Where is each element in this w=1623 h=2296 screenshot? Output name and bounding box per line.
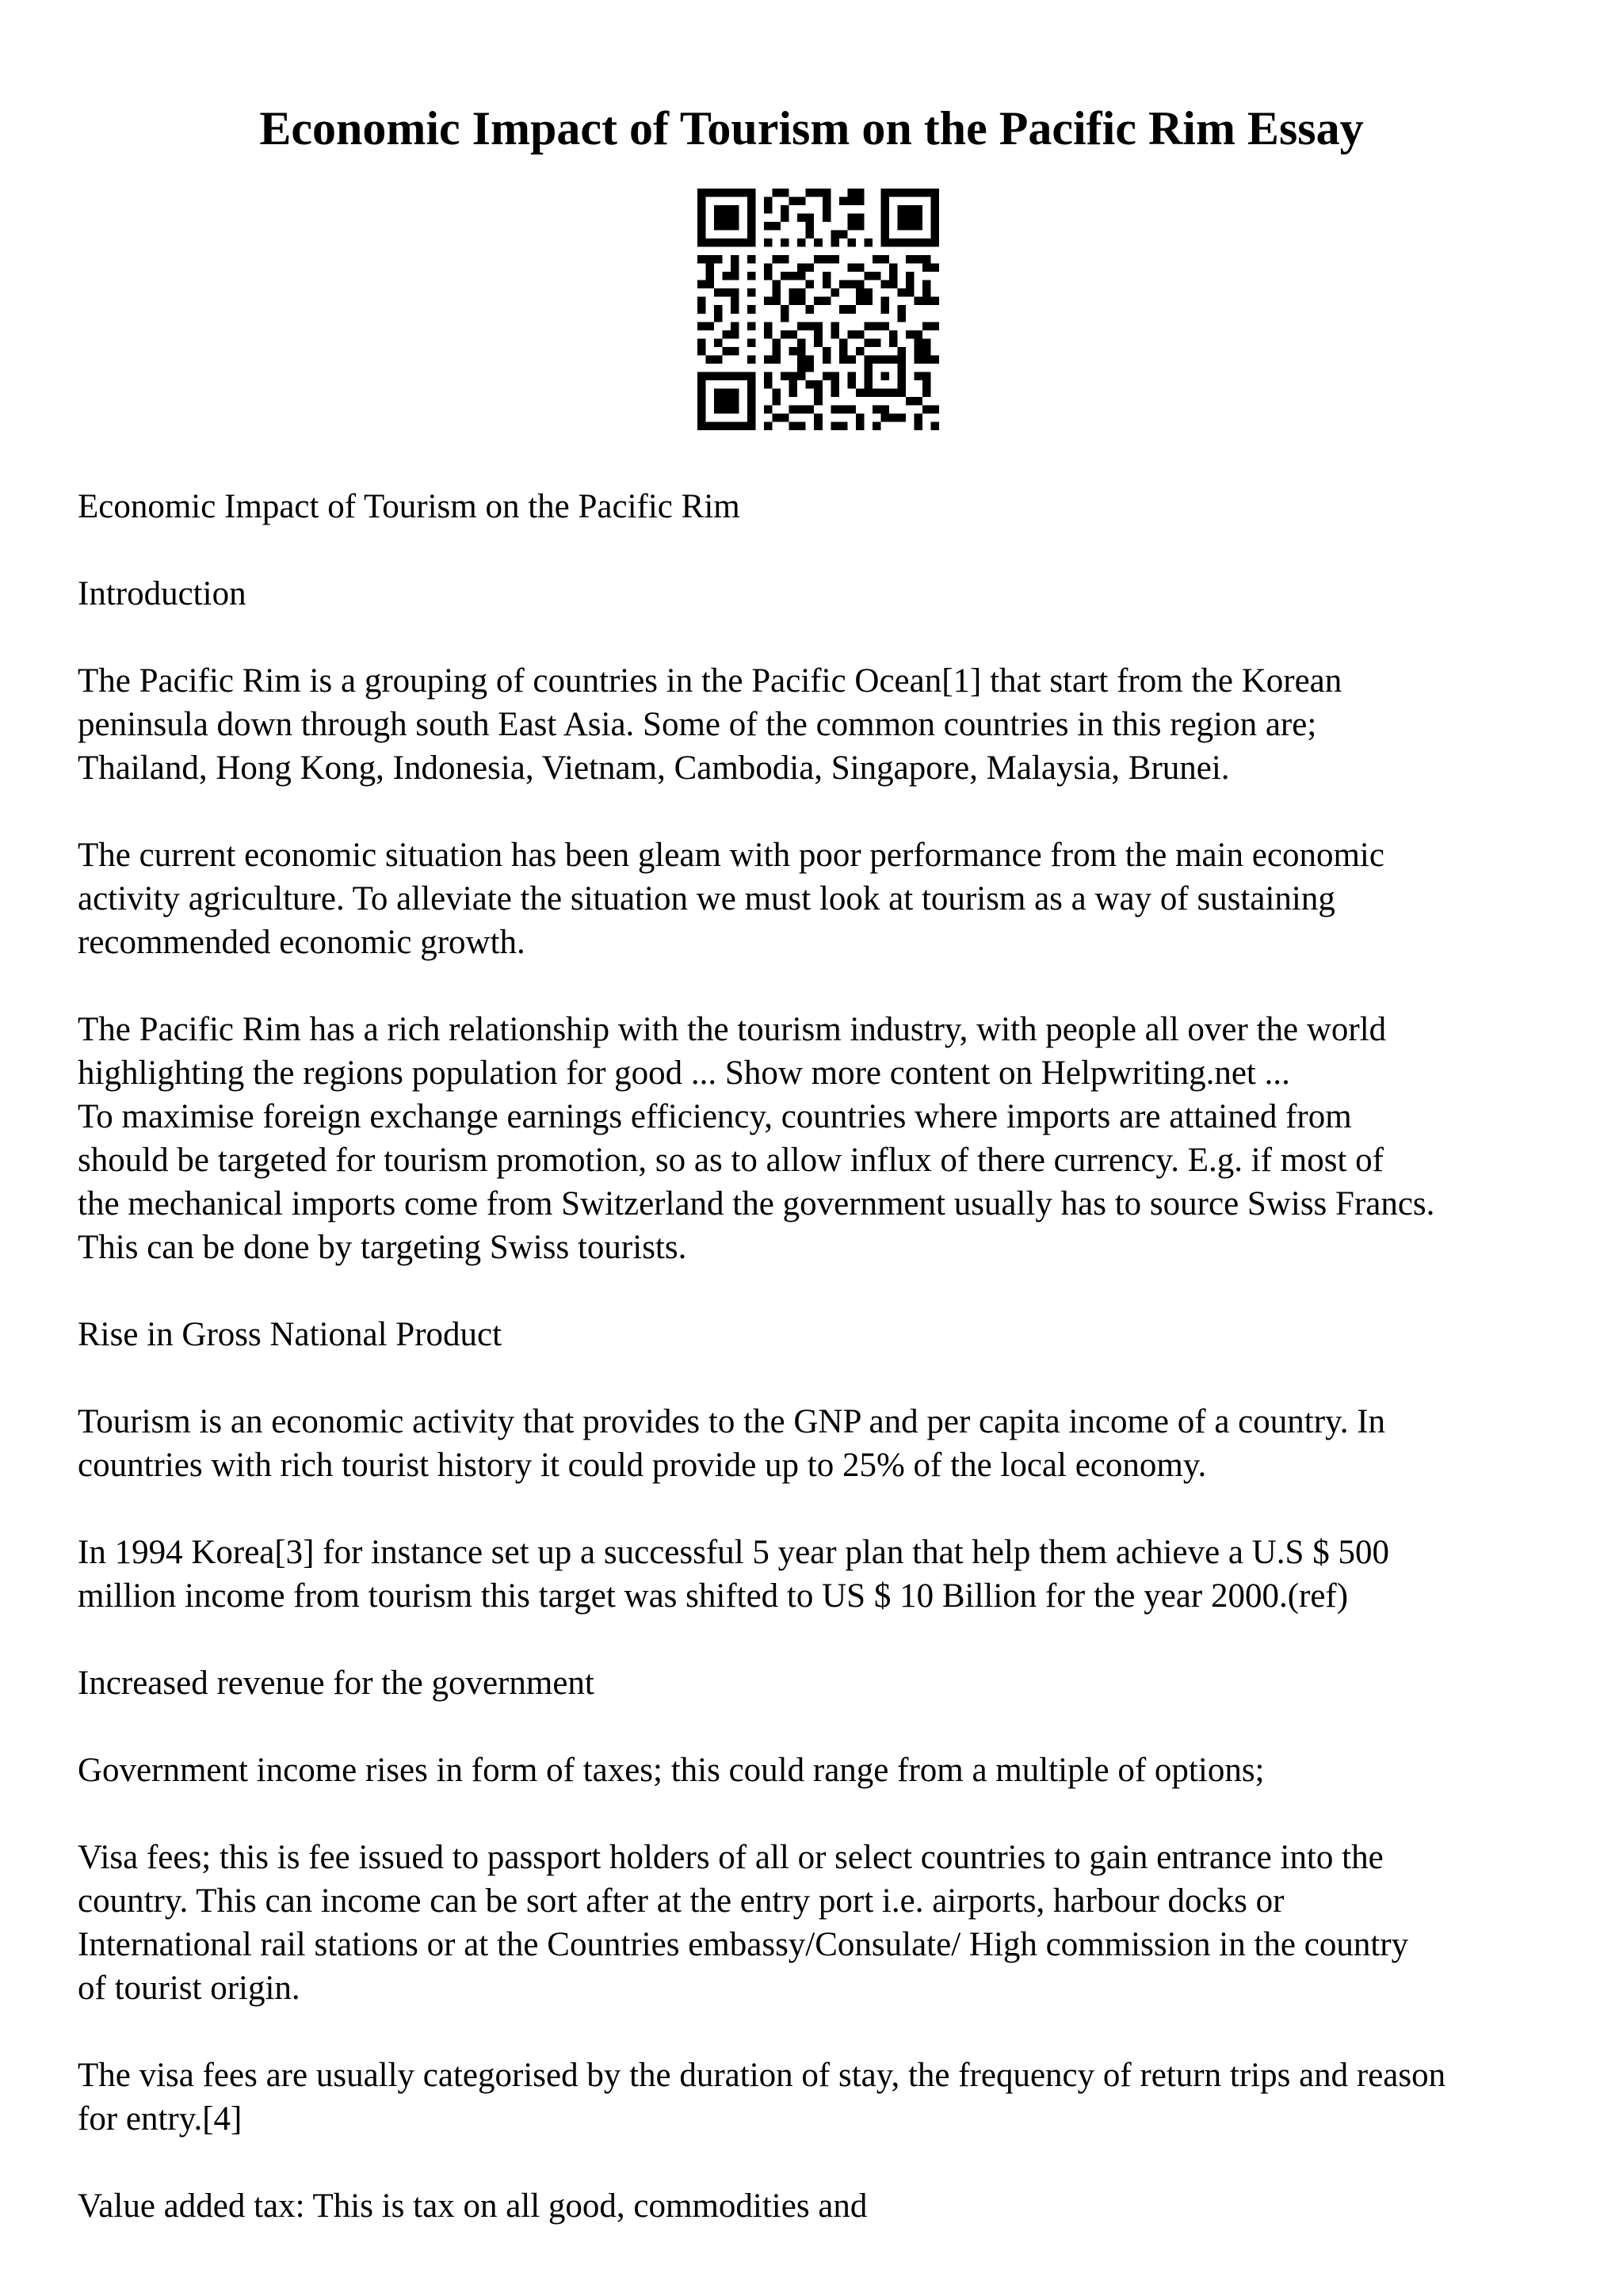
paragraph-visa-categories: The visa fees are usually categorised by the duration of stay, the frequency of return trips and reason for entry.[4] [78,2057,1446,2138]
paragraph-heading-revenue: Increased revenue for the government [78,1665,594,1702]
paragraph-heading-main: Economic Impact of Tourism on the Pacific Rim [78,488,740,525]
paragraph-foreign-exchange: To maximise foreign exchange earnings efficiency, countries where imports are attained from should be targeted for tourism promotion, so as to allow influx of there currency. E.g. if most of the mechanical imports come from Switzerland the government usually has to source Swiss Francs. This can be done by targeting Swiss tourists. [78,1098,1435,1266]
paragraph-tourism-relationship: The Pacific Rim has a rich relationship with the tourism industry, with people all over the world highlighting the regions population for good ... Show more content on Helpwriting.net ... [78,1011,1387,1092]
paragraph-government-income: Government income rises in form of taxes; this could range from a multiple of options; [78,1752,1265,1789]
paragraph-visa-fees: Visa fees; this is fee issued to passport holders of all or select countries to gain entrance into the country. This can income can be sort after at the entry port i.e. airports, harbour docks or International rail stations or at the Countries embassy/Consulate/ High commission in the country of tourist origin. [78,1839,1409,2007]
paragraph-value-added-tax: Value added tax: This is tax on all good, commodities and [78,2187,868,2225]
paragraph-economic-situation: The current economic situation has been gleam with poor performance from the main economic activity agriculture. To alleviate the situation we must look at tourism as a way of sustaining recommended economic growth. [78,837,1384,961]
paragraph-heading-introduction: Introduction [78,575,246,612]
page-title: Economic Impact of Tourism on the Pacific Rim Essay [259,102,1364,154]
paragraph-gnp-contribution: Tourism is an economic activity that provides to the GNP and per capita income of a country. In countries with rich tourist history it could provide up to 25% of the local economy. [78,1403,1386,1484]
essay-body [78,485,1568,2271]
paragraph-heading-gnp: Rise in Gross National Product [78,1316,502,1353]
qr-code-icon [697,189,939,430]
paragraph-korea-example: In 1994 Korea[3] for instance set up a successful 5 year plan that help them achieve a U.S $ 500 million income from tourism this target was shifted to US $ 10 Billion for the year 2000.(ref) [78,1534,1389,1615]
paragraph-pacific-rim-definition: The Pacific Rim is a grouping of countries in the Pacific Ocean[1] that start from the Korean peninsula down through south East Asia. Some of the common countries in this region are; Thailand, Hong Kong, Indonesia, Vietnam, Cambodia, Singapore, Malaysia, Brunei. [78,662,1342,787]
